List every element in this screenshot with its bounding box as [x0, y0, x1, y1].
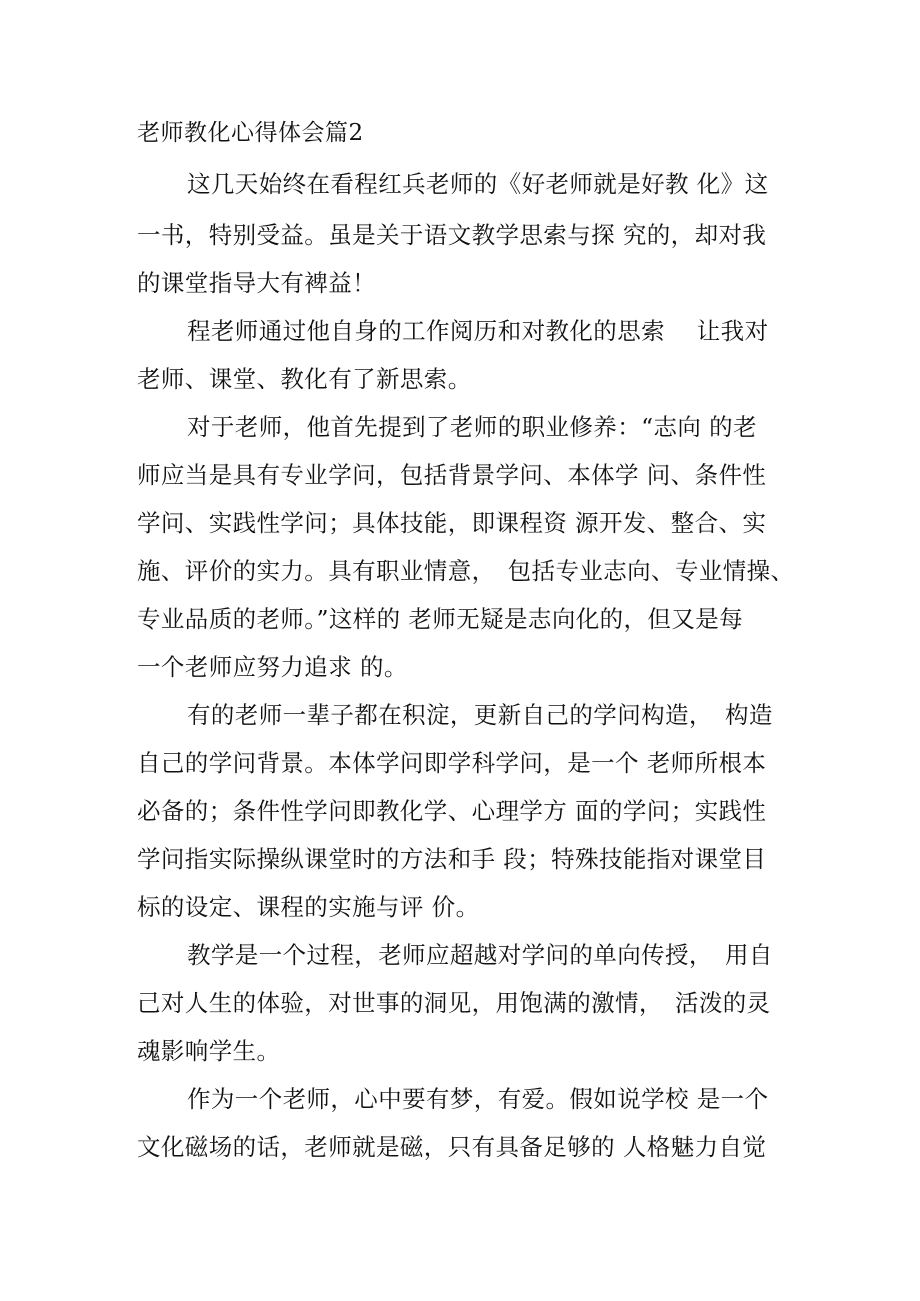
text-line: 师应当是具有专业学问，包括背景学问、本体学 问、条件性: [137, 461, 767, 489]
text-line: 这几天始终在看程红兵老师的《好老师就是好教 化》这: [187, 170, 769, 198]
text-line: 对于老师，他首先提到了老师的职业修养：“志向 的老: [187, 413, 757, 441]
text-line: 文化磁场的话，老师就是磁，只有具备足够的 人格魅力自觉: [137, 1133, 767, 1161]
text-line: 己对人生的体验，对世事的洞见，用饱满的激情， 活泼的灵: [137, 989, 771, 1017]
text-line: 老师、课堂、教化有了新思索。: [137, 365, 472, 393]
text-line: 自己的学问背景。本体学问即学科学问，是一个 老师所根本: [137, 749, 767, 777]
text-line: 魂影响学生。: [137, 1037, 281, 1065]
text-line: 程老师通过他自身的工作阅历和对教化的思索 让我对: [187, 317, 769, 345]
text-line: 有的老师一辈子都在积淀，更新自己的学问构造， 构造: [187, 701, 773, 729]
text-line: 标的设定、课程的实施与评 价。: [137, 893, 480, 921]
text-line: 学问、实践性学问；具体技能，即课程资 源开发、整合、实: [137, 509, 767, 537]
text-line: 必备的；条件性学问即教化学、心理学方 面的学问；实践性: [137, 797, 767, 825]
page-title: 老师教化心得体会篇2: [137, 120, 364, 146]
text-line: 一个老师应努力追求 的。: [137, 653, 408, 681]
text-line: 学问指实际操纵课堂时的方法和手 段；特殊技能指对课堂目: [137, 845, 767, 873]
text-line: 专业品质的老师。”这样的 老师无疑是志向化的，但又是每: [137, 605, 744, 633]
text-line: 的课堂指导大有裨益！: [137, 269, 376, 297]
text-line: 作为一个老师，心中要有梦，有爱。假如说学校 是一个: [187, 1085, 769, 1113]
text-line: 教学是一个过程，老师应超越对学问的单向传授， 用自: [187, 941, 773, 969]
text-line: 施、评价的实力。具有职业情意， 包括专业志向、专业情操、: [137, 557, 795, 585]
text-line: 一书，特别受益。虽是关于语文教学思索与探 究的，却对我: [137, 221, 767, 249]
